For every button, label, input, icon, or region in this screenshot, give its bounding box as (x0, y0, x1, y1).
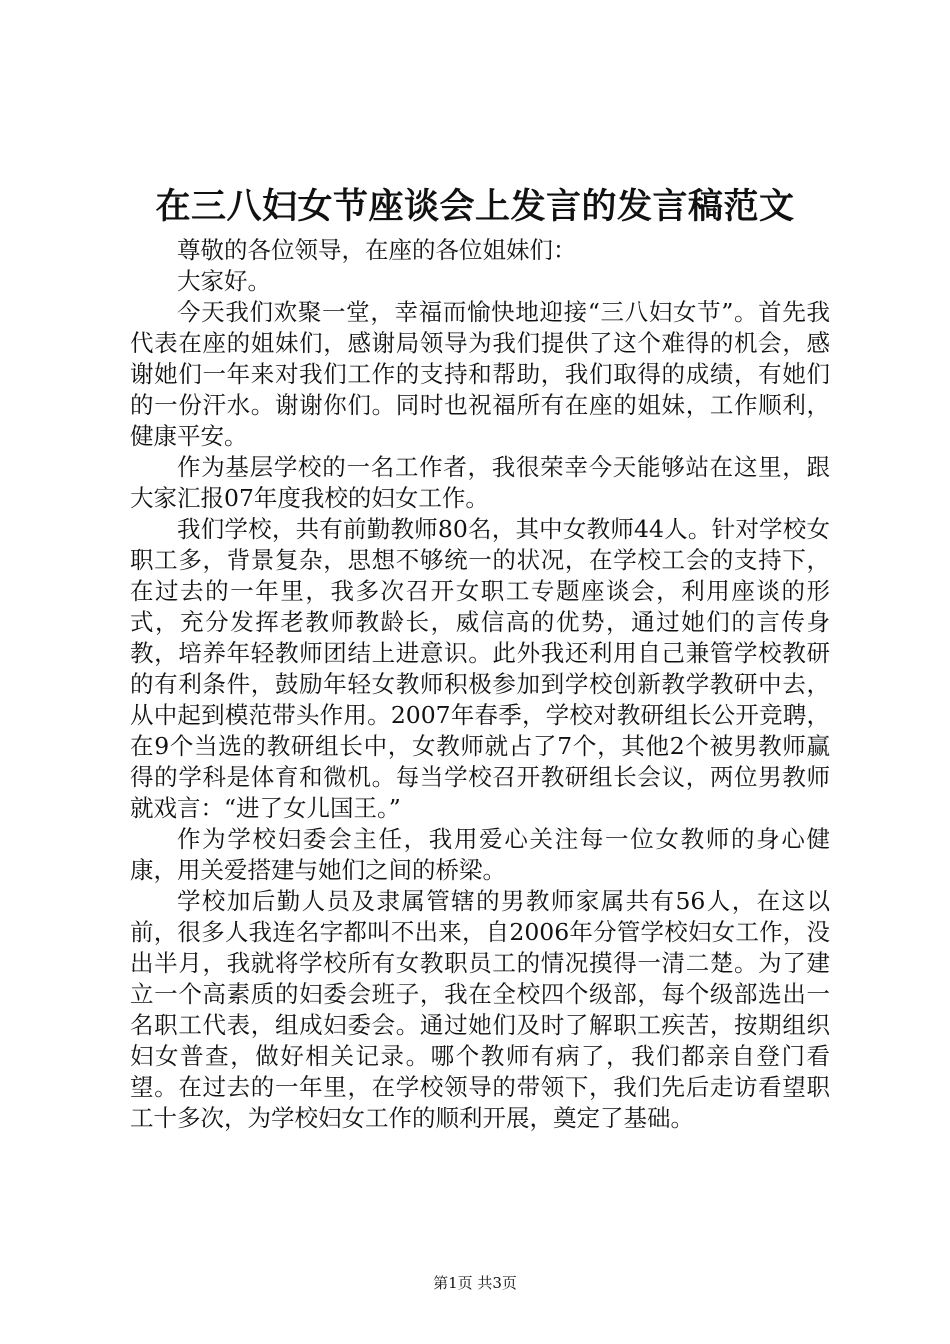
paragraph-introduction: 作为基层学校的一名工作者，我很荣幸今天能够站在这里，跟大家汇报07年度我校的妇女工作。 (130, 453, 830, 512)
page-footer: 第1页 共3页 (433, 1274, 517, 1292)
paragraph-greeting: 大家好。 (177, 267, 271, 295)
paragraph-salutation: 尊敬的各位领导，在座的各位姐妹们： (177, 236, 577, 264)
paragraph-role: 作为学校妇委会主任，我用爱心关注每一位女教师的身心健康，用关爱搭建与她们之间的桥梁。 (130, 825, 830, 884)
paragraph-opening: 今天我们欢聚一堂，幸福而愉快地迎接“三八妇女节”。首先我代表在座的姐妹们，感谢局领导为我们提供了这个难得的机会，感谢她们一年来对我们工作的支持和帮助，我们取得的成绩，有她们的一份汗水。谢谢你们。同时也祝福所有在座的姐妹，工作顺利，健康平安。 (130, 298, 830, 450)
document-title: 在三八妇女节座谈会上发言的发言稿范文 (155, 186, 795, 227)
paragraph-staff-care: 学校加后勤人员及隶属管辖的男教师家属共有56人，在这以前，很多人我连名字都叫不出来，自2006年分管学校妇女工作，没出半月，我就将学校所有女教职员工的情况摸得一清二楚。为了建立一个高素质的妇委会班子，我在全校四个级部，每个级部选出一名职工代表，组成妇委会。通过她们及时了解职工疾苦，按期组织妇女普查，做好相关记录。哪个教师有病了，我们都亲自登门看望。在过去的一年里，在学校领导的带领下，我们先后走访看望职工十多次，为学校妇女工作的顺利开展，奠定了基础。 (130, 887, 830, 1132)
paragraph-school-overview: 我们学校，共有前勤教师80名，其中女教师44人。针对学校女职工多，背景复杂，思想不够统一的状况，在学校工会的支持下，在过去的一年里，我多次召开女职工专题座谈会，利用座谈的形式，充分发挥老教师教龄长，威信高的优势，通过她们的言传身教，培养年轻教师团结上进意识。此外我还利用自己兼管学校教研的有利条件，鼓励年轻女教师积极参加到学校创新教学教研中去，从中起到模范带头作用。2007年春季，学校对教研组长公开竞聘，在9个当选的教研组长中，女教师就占了7个，其他2个被男教师赢得的学科是体育和微机。每当学校召开教研组长会议，两位男教师就戏言：“进了女儿国王。” (130, 515, 830, 822)
document-body (130, 235, 830, 1134)
